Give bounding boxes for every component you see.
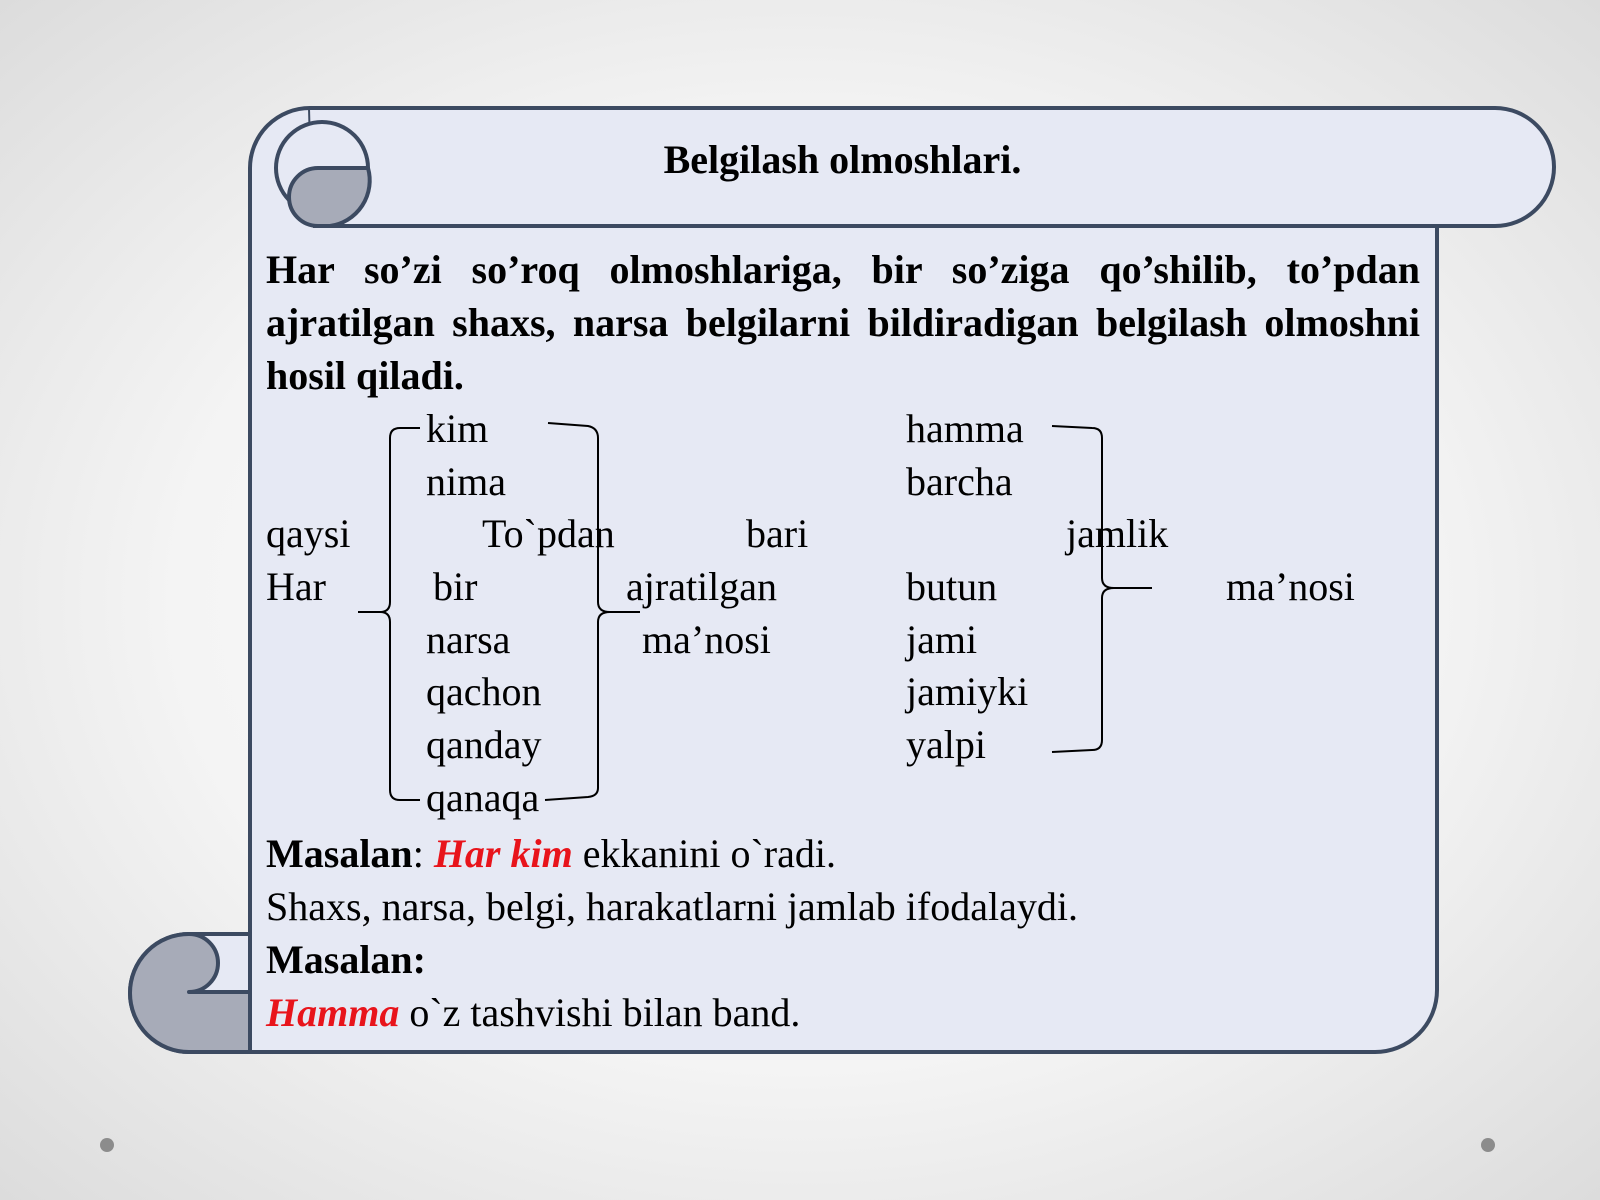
prefix-har: Har [266, 564, 326, 609]
meaning-topdan: To`pdan [482, 511, 615, 556]
description-line: Shaxs, narsa, belgi, harakatlarni jamlab ifodalaydi. [266, 884, 1078, 929]
meaning-ajratilgan: ajratilgan [626, 564, 778, 609]
word-kim: kim [426, 406, 489, 451]
meaning-jamlik: jamlik [1066, 511, 1169, 556]
word-qanday: qanday [426, 722, 542, 767]
meaning-manosi-right: ma’nosi [1226, 564, 1355, 609]
example1-colon: : [412, 831, 424, 876]
meaning-manosi-left: ma’nosi [642, 617, 771, 662]
word-qanaqa: qanaqa [426, 775, 540, 820]
example2-rest: o`z tashvishi bilan band. [399, 990, 801, 1035]
word-narsa: narsa [426, 617, 511, 662]
example2-label: Masalan: [266, 937, 426, 982]
decorative-dot-left [100, 1138, 114, 1152]
word-qachon: qachon [426, 669, 542, 714]
word-hamma: hamma [906, 406, 1024, 451]
example2-line [266, 990, 801, 1035]
word-bari: bari [746, 511, 809, 556]
word-yalpi: yalpi [906, 722, 986, 767]
example2-highlight: Hamma [266, 990, 400, 1035]
example1-rest: ekkanini o`radi. [572, 831, 836, 876]
example1-highlight: Har kim [433, 831, 573, 876]
example1-label: Masalan [266, 831, 413, 876]
example1-line [266, 831, 836, 876]
word-butun: butun [906, 564, 998, 609]
word-jamiyki: jamiyki [906, 669, 1029, 714]
word-nima: nima [426, 459, 506, 504]
word-jami: jami [906, 617, 978, 662]
decorative-dot-right [1481, 1138, 1495, 1152]
intro-paragraph: Har so’zi so’roq olmoshlariga, bir so’ziga qo’shilib, to’pdan ajratilgan shaxs, narsa belgilarni bildiradigan belgilash olmoshni hosil qiladi. [266, 247, 1420, 398]
slide-title: Belgilash olmoshlari. [663, 137, 1022, 182]
word-barcha: barcha [906, 459, 1013, 504]
prefix-qaysi: qaysi [266, 511, 351, 556]
word-bir: bir [433, 564, 478, 609]
